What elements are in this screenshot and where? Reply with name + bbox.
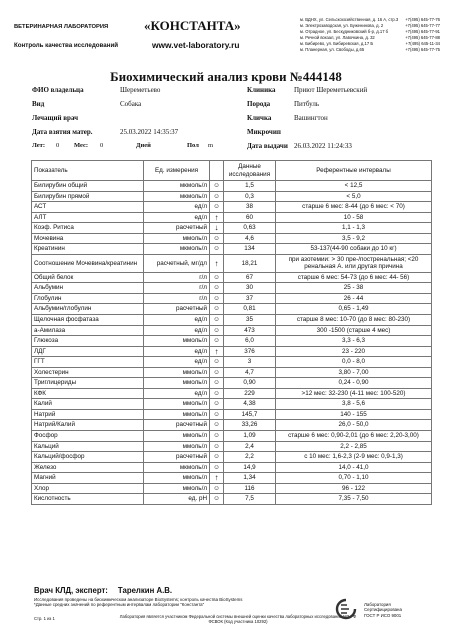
table-row (32, 452, 432, 463)
cert-line-2: Сертифицирована (364, 607, 402, 613)
cert-line-1: Лаборатория (364, 602, 391, 607)
table-row (32, 494, 432, 505)
cell-unit: расчетный (144, 304, 210, 315)
cell-value: 35 (224, 315, 276, 326)
cell-reference: старше 6 мес: 54-73 (до 6 мес: 44- 56) (276, 272, 432, 283)
cell-name: Холестерин (32, 367, 144, 378)
cell-name: Натрий/Калий (32, 420, 144, 431)
certification-logo-icon (332, 598, 360, 620)
doctor-name: Тарелкин А.В. (117, 586, 173, 595)
smiley-icon: ☺ (210, 420, 224, 431)
cell-reference: 23 - 220 (276, 346, 432, 357)
smiley-icon: ☺ (210, 452, 224, 463)
date-taken-value: 25.03.2022 14:35:37 (120, 128, 179, 136)
page-number: Стр. 1 из 1 (34, 616, 55, 621)
cell-name: а-Амилаза (32, 325, 144, 336)
cell-value: 37 (224, 293, 276, 304)
cell-name: АСТ (32, 202, 144, 213)
doctor-signature (34, 586, 172, 595)
cell-value: 4,7 (224, 367, 276, 378)
species-label: Вид (32, 100, 45, 108)
smiley-icon: ☺ (210, 272, 224, 283)
nick-label: Кличка (247, 114, 272, 122)
cell-unit: г/л (144, 293, 210, 304)
cell-value: 0,63 (224, 223, 276, 234)
cell-reference: старше 6 мес: 8-44 (до 6 мес: < 70) (276, 202, 432, 213)
smiley-icon: ☺ (210, 357, 224, 368)
smiley-icon: ☺ (210, 388, 224, 399)
smiley-icon: ☺ (210, 441, 224, 452)
license-note: Лаборатория является участником Федеральной системы внешней оценки качества лабораторных исследований МЗ РФ ФСВОК (Код участника 10292) (119, 614, 357, 625)
arrow-up-icon: ↑ (210, 212, 224, 223)
cell-value: 6,0 (224, 336, 276, 347)
smiley-icon: ☺ (210, 315, 224, 326)
smiley-icon: ☺ (210, 191, 224, 202)
cell-reference: старше 6 мес: 0,90-2,01 (до 6 мес: 2,20-3,00) (276, 431, 432, 442)
cell-reference: 25 - 38 (276, 283, 432, 294)
cell-reference: 3,3 - 6,3 (276, 336, 432, 347)
table-row (32, 388, 432, 399)
cell-name: Триглицериды (32, 378, 144, 389)
address-phone: +7(495) 645-77-88 (405, 35, 440, 41)
table-row (32, 223, 432, 234)
cell-unit: ммоль/л (144, 483, 210, 494)
cell-reference: старше 8 мес: 10-70 (до 8 мес: 80-230) (276, 315, 432, 326)
table-row (32, 378, 432, 389)
cell-name: Натрий (32, 409, 144, 420)
owner-label: ФИО владельца (32, 86, 84, 94)
lab-website-link[interactable]: www.vet-laboratory.ru (152, 40, 240, 50)
table-row (32, 473, 432, 484)
smiley-icon: ☺ (210, 293, 224, 304)
species-value: Собака (120, 100, 142, 108)
table-row (32, 420, 432, 431)
cell-name: Глобулин (32, 293, 144, 304)
months-label: Мес: (74, 142, 89, 149)
cell-value: 4,6 (224, 233, 276, 244)
cell-unit: ммоль/л (144, 399, 210, 410)
smiley-icon: ☺ (210, 494, 224, 505)
address-text: м. Электрозаводская, ул. Буженинова, д. 2 (300, 23, 384, 29)
cell-unit: мкмоль/л (144, 462, 210, 473)
cell-name: Фосфор (32, 431, 144, 442)
cell-value: 1,09 (224, 431, 276, 442)
cell-value: 145,7 (224, 409, 276, 420)
address-phone: +7(495) 645-11-34 (405, 41, 440, 47)
date-taken-label: Дата взятия матер. (32, 128, 93, 136)
cell-value: 2,2 (224, 452, 276, 463)
cell-unit: ед/л (144, 212, 210, 223)
cell-name: АЛТ (32, 212, 144, 223)
results-table (31, 160, 432, 505)
cell-value: 0,3 (224, 191, 276, 202)
cell-name: Калий (32, 399, 144, 410)
cell-reference: 0,24 - 0,90 (276, 378, 432, 389)
cell-unit: ед/л (144, 202, 210, 213)
cell-name: Билирубин прямой (32, 191, 144, 202)
table-row (32, 304, 432, 315)
cell-value: 473 (224, 325, 276, 336)
lab-header (14, 18, 439, 64)
sex-label: Пол (187, 142, 199, 149)
cell-unit: ммоль/л (144, 431, 210, 442)
doctor-role: Врач КЛД, эксперт: (34, 586, 108, 595)
smiley-icon: ☺ (210, 462, 224, 473)
cell-name: Кальций (32, 441, 144, 452)
cell-value: 18,21 (224, 254, 276, 272)
cell-value: 0,81 (224, 304, 276, 315)
cell-unit: ед/л (144, 315, 210, 326)
clinic-label: Клиника (247, 86, 276, 94)
table-header-row (32, 161, 432, 181)
table-row (32, 399, 432, 410)
table-row (32, 325, 432, 336)
address-phone: +7(495) 645-77-77 (405, 23, 440, 29)
cell-value: 14,9 (224, 462, 276, 473)
smiley-icon: ☺ (210, 304, 224, 315)
col-header-unit: Ед. измерения (144, 161, 210, 181)
cell-unit: мкмоль/л (144, 244, 210, 255)
cell-reference: 26,0 - 50,0 (276, 420, 432, 431)
address-phone: +7(495) 645-77-76 (405, 17, 440, 22)
table-row (32, 483, 432, 494)
cell-unit: ммоль/л (144, 378, 210, 389)
owner-value: Шереметьево (120, 86, 161, 94)
cell-reference: 140 - 155 (276, 409, 432, 420)
cell-value: 0,90 (224, 378, 276, 389)
years-label: Лет: (32, 142, 46, 149)
address-text: м. ВДНХ, ул. Сельскохозяйственная, д. 16 А, стр.3 (300, 17, 399, 22)
cell-name: Общий белок (32, 272, 144, 283)
table-row (32, 462, 432, 473)
table-row (32, 409, 432, 420)
cell-value: 30 (224, 283, 276, 294)
cell-name: ГГТ (32, 357, 144, 368)
cell-value: 60 (224, 212, 276, 223)
cell-name: Соотношение Мочевина/креатинин (32, 254, 144, 272)
address-text: м. Бибирево, ул. Бибиревская, д.17 Б (300, 41, 374, 47)
cell-reference: 3,80 - 7,00 (276, 367, 432, 378)
cell-value: 7,5 (224, 494, 276, 505)
cell-unit: расчетный (144, 223, 210, 234)
cell-unit: ммоль/л (144, 441, 210, 452)
table-row (32, 431, 432, 442)
table-row (32, 346, 432, 357)
cell-unit: расчетный (144, 452, 210, 463)
table-row (32, 441, 432, 452)
smiley-icon: ☺ (210, 378, 224, 389)
years-value: 0 (56, 142, 60, 149)
cell-reference: 53-137(44-90 собаки до 10 кг) (276, 244, 432, 255)
chip-label: Микрочип (247, 128, 281, 136)
cell-unit: ммоль/л (144, 409, 210, 420)
cell-reference: 0,70 - 1,10 (276, 473, 432, 484)
cell-reference: 3,5 - 9,2 (276, 233, 432, 244)
smiley-icon: ☺ (210, 325, 224, 336)
cell-name: КФК (32, 388, 144, 399)
arrow-up-icon: ↑ (210, 254, 224, 272)
arrow-down-icon: ↓ (210, 223, 224, 234)
cell-value: 376 (224, 346, 276, 357)
cell-value: 38 (224, 202, 276, 213)
cell-value: 3 (224, 357, 276, 368)
cell-reference: 7,35 - 7,50 (276, 494, 432, 505)
cell-unit: ммоль/л (144, 367, 210, 378)
table-row (32, 254, 432, 272)
cell-unit: расчетный, мг/дл (144, 254, 210, 272)
cell-unit: ммоль/л (144, 473, 210, 484)
days-label: Дней (136, 142, 151, 149)
cell-reference: 0,65 - 1,49 (276, 304, 432, 315)
cell-unit: ед/л (144, 325, 210, 336)
cell-name: Кислотность (32, 494, 144, 505)
cell-reference: 96 - 122 (276, 483, 432, 494)
cell-value: 67 (224, 272, 276, 283)
report-title: Биохимический анализ крови №444148 (110, 70, 342, 84)
cell-reference: < 12,5 (276, 181, 432, 192)
table-row (32, 272, 432, 283)
date-issue-label: Дата выдачи (247, 142, 288, 150)
cell-name: Альбумин/глобулин (32, 304, 144, 315)
address-row (300, 47, 440, 53)
arrow-up-icon: ↑ (210, 346, 224, 357)
nick-value: Вашингтон (294, 114, 328, 122)
cell-reference: при азотемии: > 30 пре-/постренальная; <20 ренальная А. или другая причина (276, 254, 432, 272)
lab-brand: «КОНСТАНТА» (144, 18, 241, 33)
date-issue-value: 26.03.2022 11:24:33 (294, 142, 352, 150)
cell-name: ЛДГ (32, 346, 144, 357)
cell-unit: мкмоль/л (144, 181, 210, 192)
certification-block (332, 598, 442, 622)
col-header-ref: Референтные интервалы (276, 161, 432, 181)
smiley-icon: ☺ (210, 202, 224, 213)
smiley-icon: ☺ (210, 367, 224, 378)
address-phone: +7(495) 645-77-75 (405, 47, 440, 53)
cell-unit: ммоль/л (144, 233, 210, 244)
cell-unit: ед. рН (144, 494, 210, 505)
cell-name: Кальций/фосфор (32, 452, 144, 463)
address-text: м. Отрадное, ул. Бескудниковский б-р, д.17 б (300, 29, 389, 35)
table-row (32, 315, 432, 326)
sex-value: m (208, 142, 214, 149)
cell-value: 1,34 (224, 473, 276, 484)
cell-value: 33,26 (224, 420, 276, 431)
smiley-icon: ☺ (210, 181, 224, 192)
cell-name: Железо (32, 462, 144, 473)
cell-reference: 14,0 - 41,0 (276, 462, 432, 473)
cell-value: 1,5 (224, 181, 276, 192)
cell-reference: 2,2 - 2,85 (276, 441, 432, 452)
cell-reference: 1,1 - 1,3 (276, 223, 432, 234)
cell-value: 134 (224, 244, 276, 255)
table-row (32, 357, 432, 368)
address-phone: +7(495) 645-77-91 (405, 29, 440, 35)
table-row (32, 212, 432, 223)
cell-unit: ед/л (144, 346, 210, 357)
cell-unit: ед/л (144, 388, 210, 399)
cell-name: Щелочная фосфатаза (32, 315, 144, 326)
arrow-up-icon: ↑ (210, 473, 224, 484)
cell-name: Мочевина (32, 233, 144, 244)
smiley-icon: ☺ (210, 483, 224, 494)
smiley-icon: ☺ (210, 283, 224, 294)
smiley-icon: ☺ (210, 336, 224, 347)
cell-reference: 300 -1500 (старше 4 мес) (276, 325, 432, 336)
note-line-1: Исследования проведены на биохимическом анализаторе BioSystems; контроль качества BioSystems (34, 597, 243, 602)
table-row (32, 283, 432, 294)
cell-reference: < 5,0 (276, 191, 432, 202)
cell-unit: г/л (144, 283, 210, 294)
table-row (32, 202, 432, 213)
breed-value: Питбуль (294, 100, 320, 108)
cell-name: Альбумин (32, 283, 144, 294)
smiley-icon: ☺ (210, 431, 224, 442)
table-row (32, 181, 432, 192)
table-row (32, 367, 432, 378)
cell-name: Билирубин общий (32, 181, 144, 192)
cell-reference: 0,0 - 8,0 (276, 357, 432, 368)
cell-name: Глюкоза (32, 336, 144, 347)
smiley-icon: ☺ (210, 399, 224, 410)
cell-name: Магний (32, 473, 144, 484)
smiley-icon: ☺ (210, 244, 224, 255)
cell-value: 2,4 (224, 441, 276, 452)
cell-unit: ммоль/л (144, 336, 210, 347)
table-row (32, 244, 432, 255)
cell-value: 116 (224, 483, 276, 494)
doctor-label: Лечащий врач (32, 114, 79, 122)
cell-name: Хлор (32, 483, 144, 494)
cell-reference: с 10 мес: 1,6-2,3 (2-9 мес: 0,9-1,3) (276, 452, 432, 463)
cell-unit: расчетный (144, 420, 210, 431)
cell-unit: ед/л (144, 357, 210, 368)
cell-value: 229 (224, 388, 276, 399)
smiley-icon: ☺ (210, 233, 224, 244)
cell-name: Креатинин (32, 244, 144, 255)
clinic-value: Приют Шереметьевский (294, 86, 368, 94)
cell-value: 4,38 (224, 399, 276, 410)
cell-reference: 3,8 - 5,6 (276, 399, 432, 410)
cell-reference: 10 - 58 (276, 212, 432, 223)
cell-unit: мкмоль/л (144, 191, 210, 202)
address-list (300, 17, 440, 54)
lab-type: ВЕТЕРИНАРНАЯ ЛАБОРАТОРИЯ (14, 24, 109, 30)
col-header-mark (210, 161, 224, 181)
note-line-2: *Данные средних значений по референтным интервалам лаборатории "Константа" (34, 602, 205, 608)
smiley-icon: ☺ (210, 409, 224, 420)
breed-label: Порода (247, 100, 271, 108)
months-value: 0 (100, 142, 104, 149)
table-row (32, 293, 432, 304)
table-row (32, 191, 432, 202)
lab-tagline: Контроль качества исследований (14, 42, 119, 49)
cell-unit: г/л (144, 272, 210, 283)
cell-reference: 26 - 44 (276, 293, 432, 304)
table-row (32, 233, 432, 244)
table-row (32, 336, 432, 347)
cell-reference: >12 мес: 32-230 (4-11 мес: 100-520) (276, 388, 432, 399)
col-header-value: Данные исследования (224, 161, 276, 181)
address-text: м. Планерная, ул. Свободы, д.65 (300, 47, 365, 53)
address-text: м. Речной вокзал, ул. Лавочкина, д. 32 (300, 35, 375, 41)
cell-name: Коэф. Ритиса (32, 223, 144, 234)
cert-line-3: ГОСТ Р ИСО 9001 (364, 612, 402, 618)
col-header-name: Показатель (32, 161, 144, 181)
